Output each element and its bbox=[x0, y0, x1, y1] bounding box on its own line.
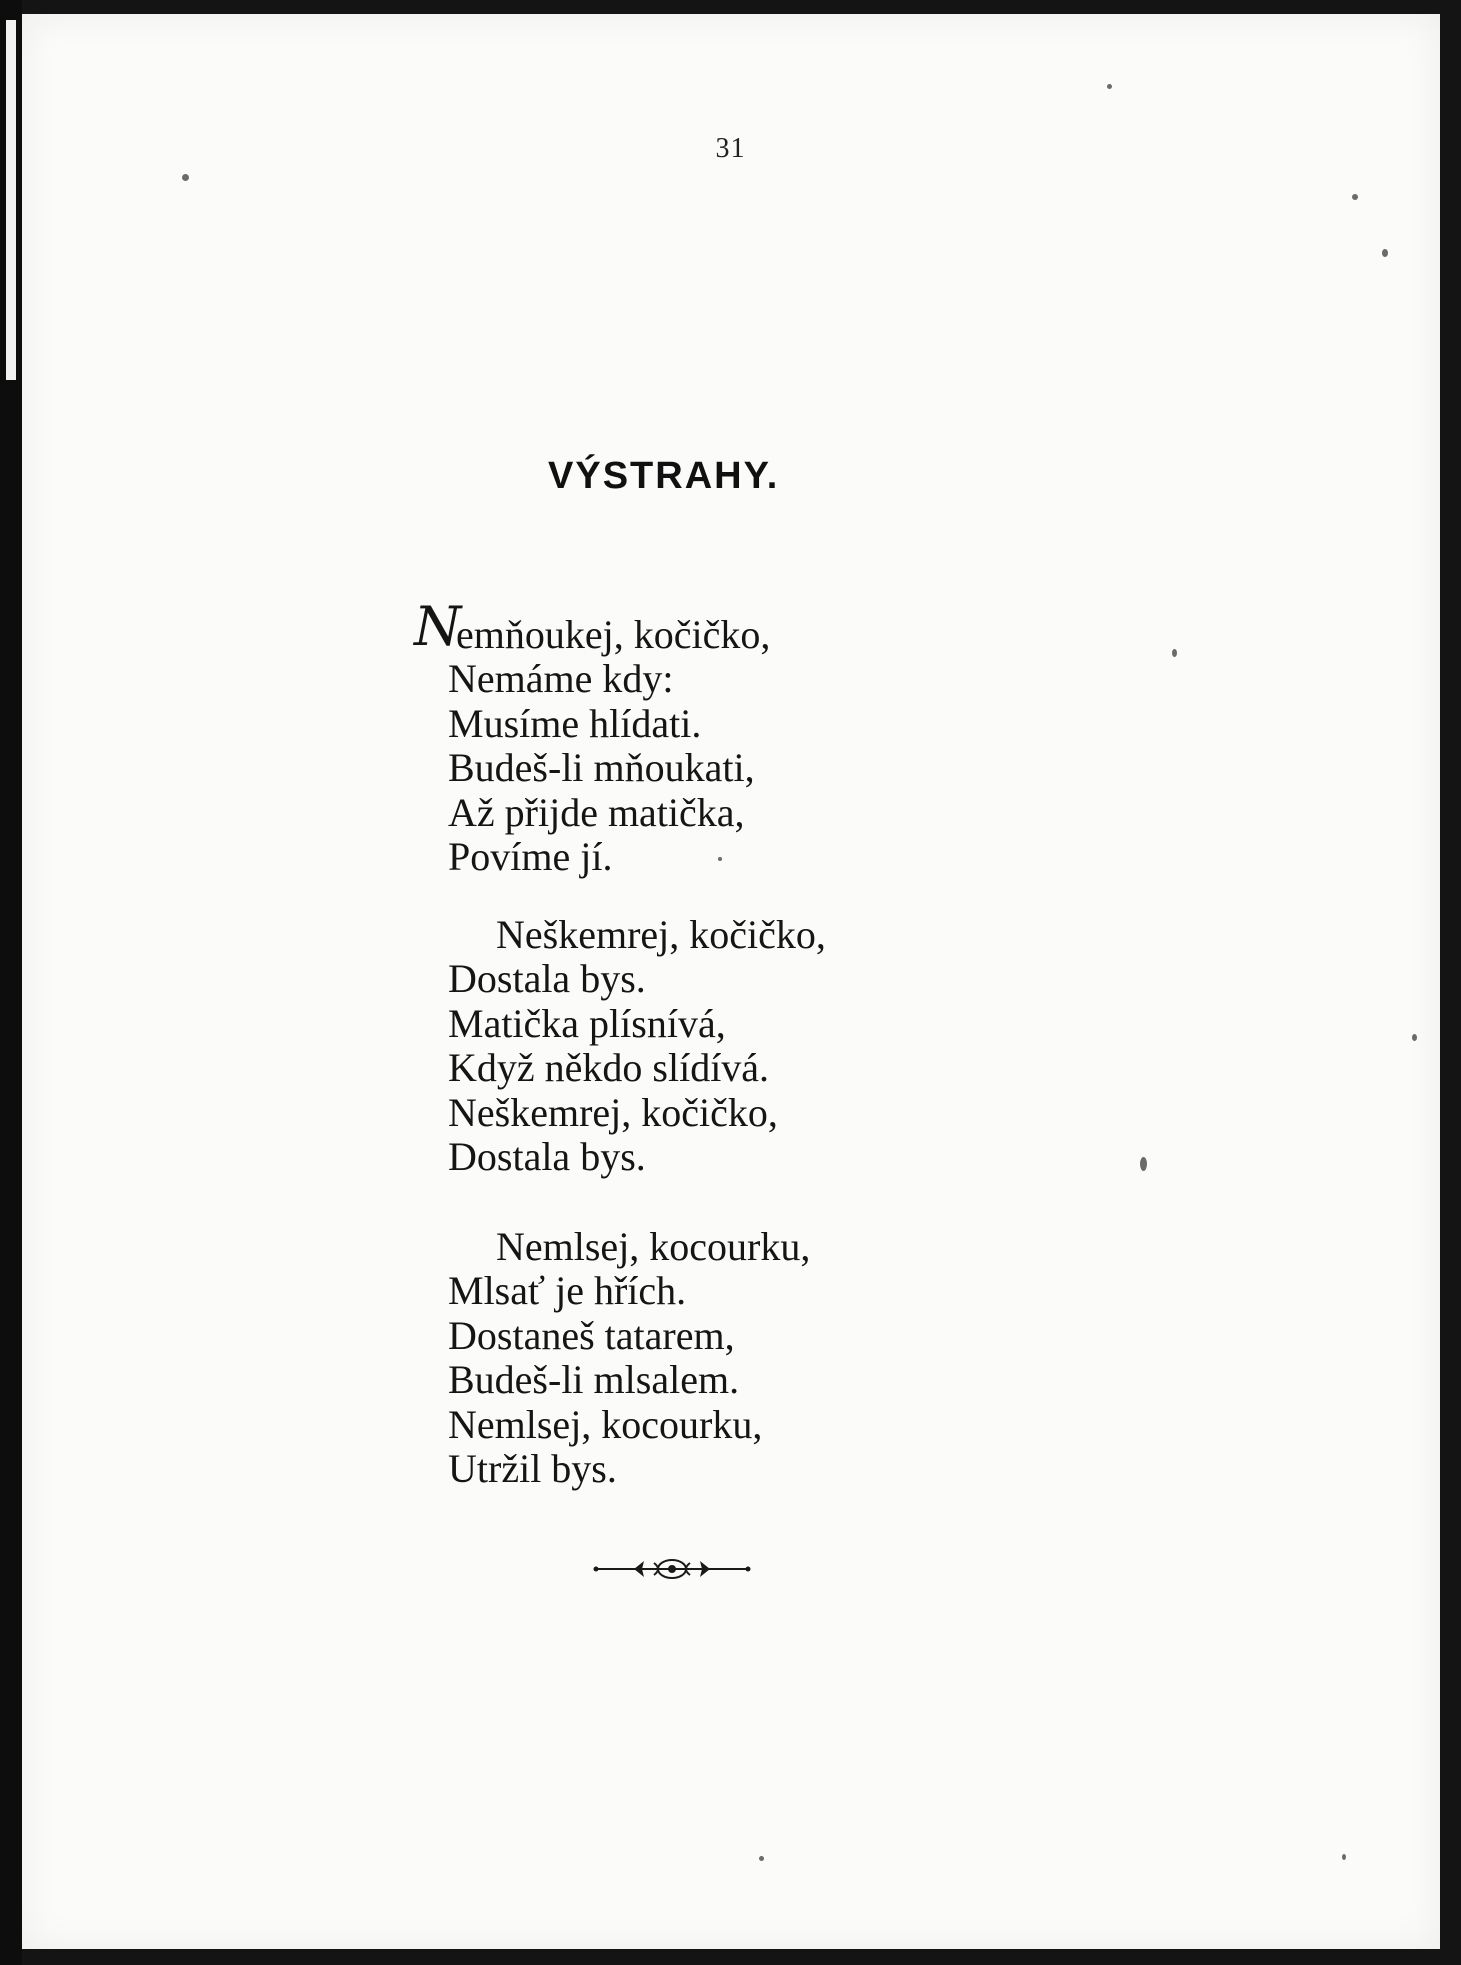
stanza-line: Povíme jí. bbox=[448, 834, 613, 880]
page-number: 31 bbox=[715, 133, 746, 164]
first-line-text: emňoukej, kočičko, bbox=[456, 612, 771, 657]
stanza-line: Nemlsej, kocourku, bbox=[496, 1224, 811, 1269]
stanza-line: Nemáme kdy: bbox=[448, 656, 674, 702]
stanza-line: Neškemrej, kočičko, bbox=[496, 912, 826, 957]
stanza-line: Mlsať je hřích. bbox=[448, 1268, 687, 1314]
scan-speck bbox=[182, 174, 189, 181]
scan-speck bbox=[1172, 649, 1177, 657]
vignette-ornament-icon bbox=[592, 1554, 752, 1584]
stanza-3 bbox=[448, 1225, 810, 1491]
binding-edge bbox=[0, 0, 22, 1965]
stanza-line: Utržil bys. bbox=[448, 1446, 617, 1492]
stanza-2 bbox=[448, 913, 826, 1179]
stanza-line: Dostaneš tatarem, bbox=[448, 1312, 735, 1358]
drop-cap: N bbox=[414, 595, 462, 658]
stanza-line: Neškemrej, kočičko, bbox=[448, 1089, 778, 1135]
stanza-line: Matička plísnívá, bbox=[448, 1000, 726, 1046]
stanza-line: Budeš-li mňoukati, bbox=[448, 745, 755, 791]
stanza-line: Až přijde matička, bbox=[448, 789, 745, 835]
scan-speck bbox=[1140, 1157, 1147, 1171]
stanza-1 bbox=[414, 595, 771, 880]
stanza-line: Nemlsej, kocourku, bbox=[448, 1401, 763, 1447]
stanza-line: Dostala bys. bbox=[448, 1134, 646, 1180]
poem-title: VÝSTRAHY. bbox=[548, 455, 780, 497]
stanza-line: Dostala bys. bbox=[448, 956, 646, 1002]
scan-speck bbox=[1342, 1854, 1346, 1860]
scan-speck bbox=[1107, 84, 1112, 89]
stanza-line: Budeš-li mlsalem. bbox=[448, 1357, 740, 1403]
binding-strip bbox=[6, 20, 16, 380]
stanza-line bbox=[414, 595, 771, 658]
scan-speck bbox=[1382, 249, 1388, 257]
scan-speck bbox=[1412, 1034, 1417, 1041]
scan-speck bbox=[1352, 194, 1358, 200]
stanza-line: Když někdo slídívá. bbox=[448, 1045, 770, 1091]
stanza-line: Musíme hlídati. bbox=[448, 700, 702, 746]
scan-speck bbox=[759, 1856, 764, 1861]
